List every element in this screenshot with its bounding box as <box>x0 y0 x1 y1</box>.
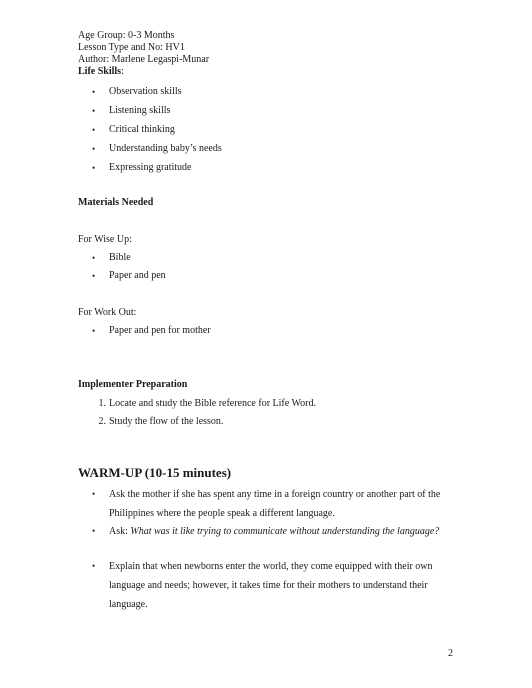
age-group-line: Age Group: 0-3 Months <box>78 30 175 41</box>
list-item-text: Understanding baby’s needs <box>109 143 222 154</box>
warmup-title: WARM-UP (10-15 minutes) <box>78 465 232 480</box>
warmup-item-2 <box>109 522 464 541</box>
warmup-item-1-text: Ask the mother if she has spent any time in a foreign country or another part of the Philippines where the people speak a different language. <box>109 489 441 519</box>
bullet-icon: • <box>92 326 96 336</box>
list-item-text: Paper and pen <box>109 270 166 281</box>
bullet-icon: • <box>92 106 96 116</box>
materials-heading: Materials Needed <box>78 197 154 208</box>
bullet-icon: • <box>92 253 96 263</box>
bullet-icon: • <box>92 87 96 97</box>
author-line: Author: Marlene Legaspi-Munar <box>78 54 210 65</box>
item-number: 1. <box>98 398 106 409</box>
wise-up-label: For Wise Up: <box>78 234 132 245</box>
warmup-item-3-text: Explain that when newborns enter the world, they come equipped with their own language and needs; however, it takes time for their mothers to understand their language. <box>109 561 433 610</box>
numbered-item-text: Locate and study the Bible reference for Life Word. <box>109 398 316 409</box>
bullet-icon: • <box>92 163 96 173</box>
bullet-icon: • <box>92 271 96 281</box>
list-item-text: Critical thinking <box>109 124 175 135</box>
list-item-text: Listening skills <box>109 105 171 116</box>
lesson-type-line: Lesson Type and No: HV1 <box>78 42 185 53</box>
item-number: 2. <box>98 416 106 427</box>
list-item-text: Expressing gratitude <box>109 162 192 173</box>
bullet-icon: • <box>92 561 96 571</box>
life-skills-heading <box>78 66 124 77</box>
preparation-heading: Implementer Preparation <box>78 379 188 390</box>
list-item-text: Observation skills <box>109 86 182 97</box>
numbered-item-text: Study the flow of the lesson. <box>109 416 224 427</box>
bullet-icon: • <box>92 125 96 135</box>
list-item-text: Bible <box>109 252 131 263</box>
bullet-icon: • <box>92 489 96 499</box>
life-skills-colon: : <box>121 66 124 77</box>
page-number: 2 <box>448 648 453 659</box>
work-out-label: For Work Out: <box>78 307 137 318</box>
list-item-text: Paper and pen for mother <box>109 325 211 336</box>
warmup-item-2-prefix: Ask: <box>109 526 131 537</box>
bullet-icon: • <box>92 526 96 536</box>
life-skills-label: Life Skills <box>78 66 122 77</box>
warmup-item-2-question: What was it like trying to communicate without understanding the language? <box>130 526 440 537</box>
bullet-icon: • <box>92 144 96 154</box>
